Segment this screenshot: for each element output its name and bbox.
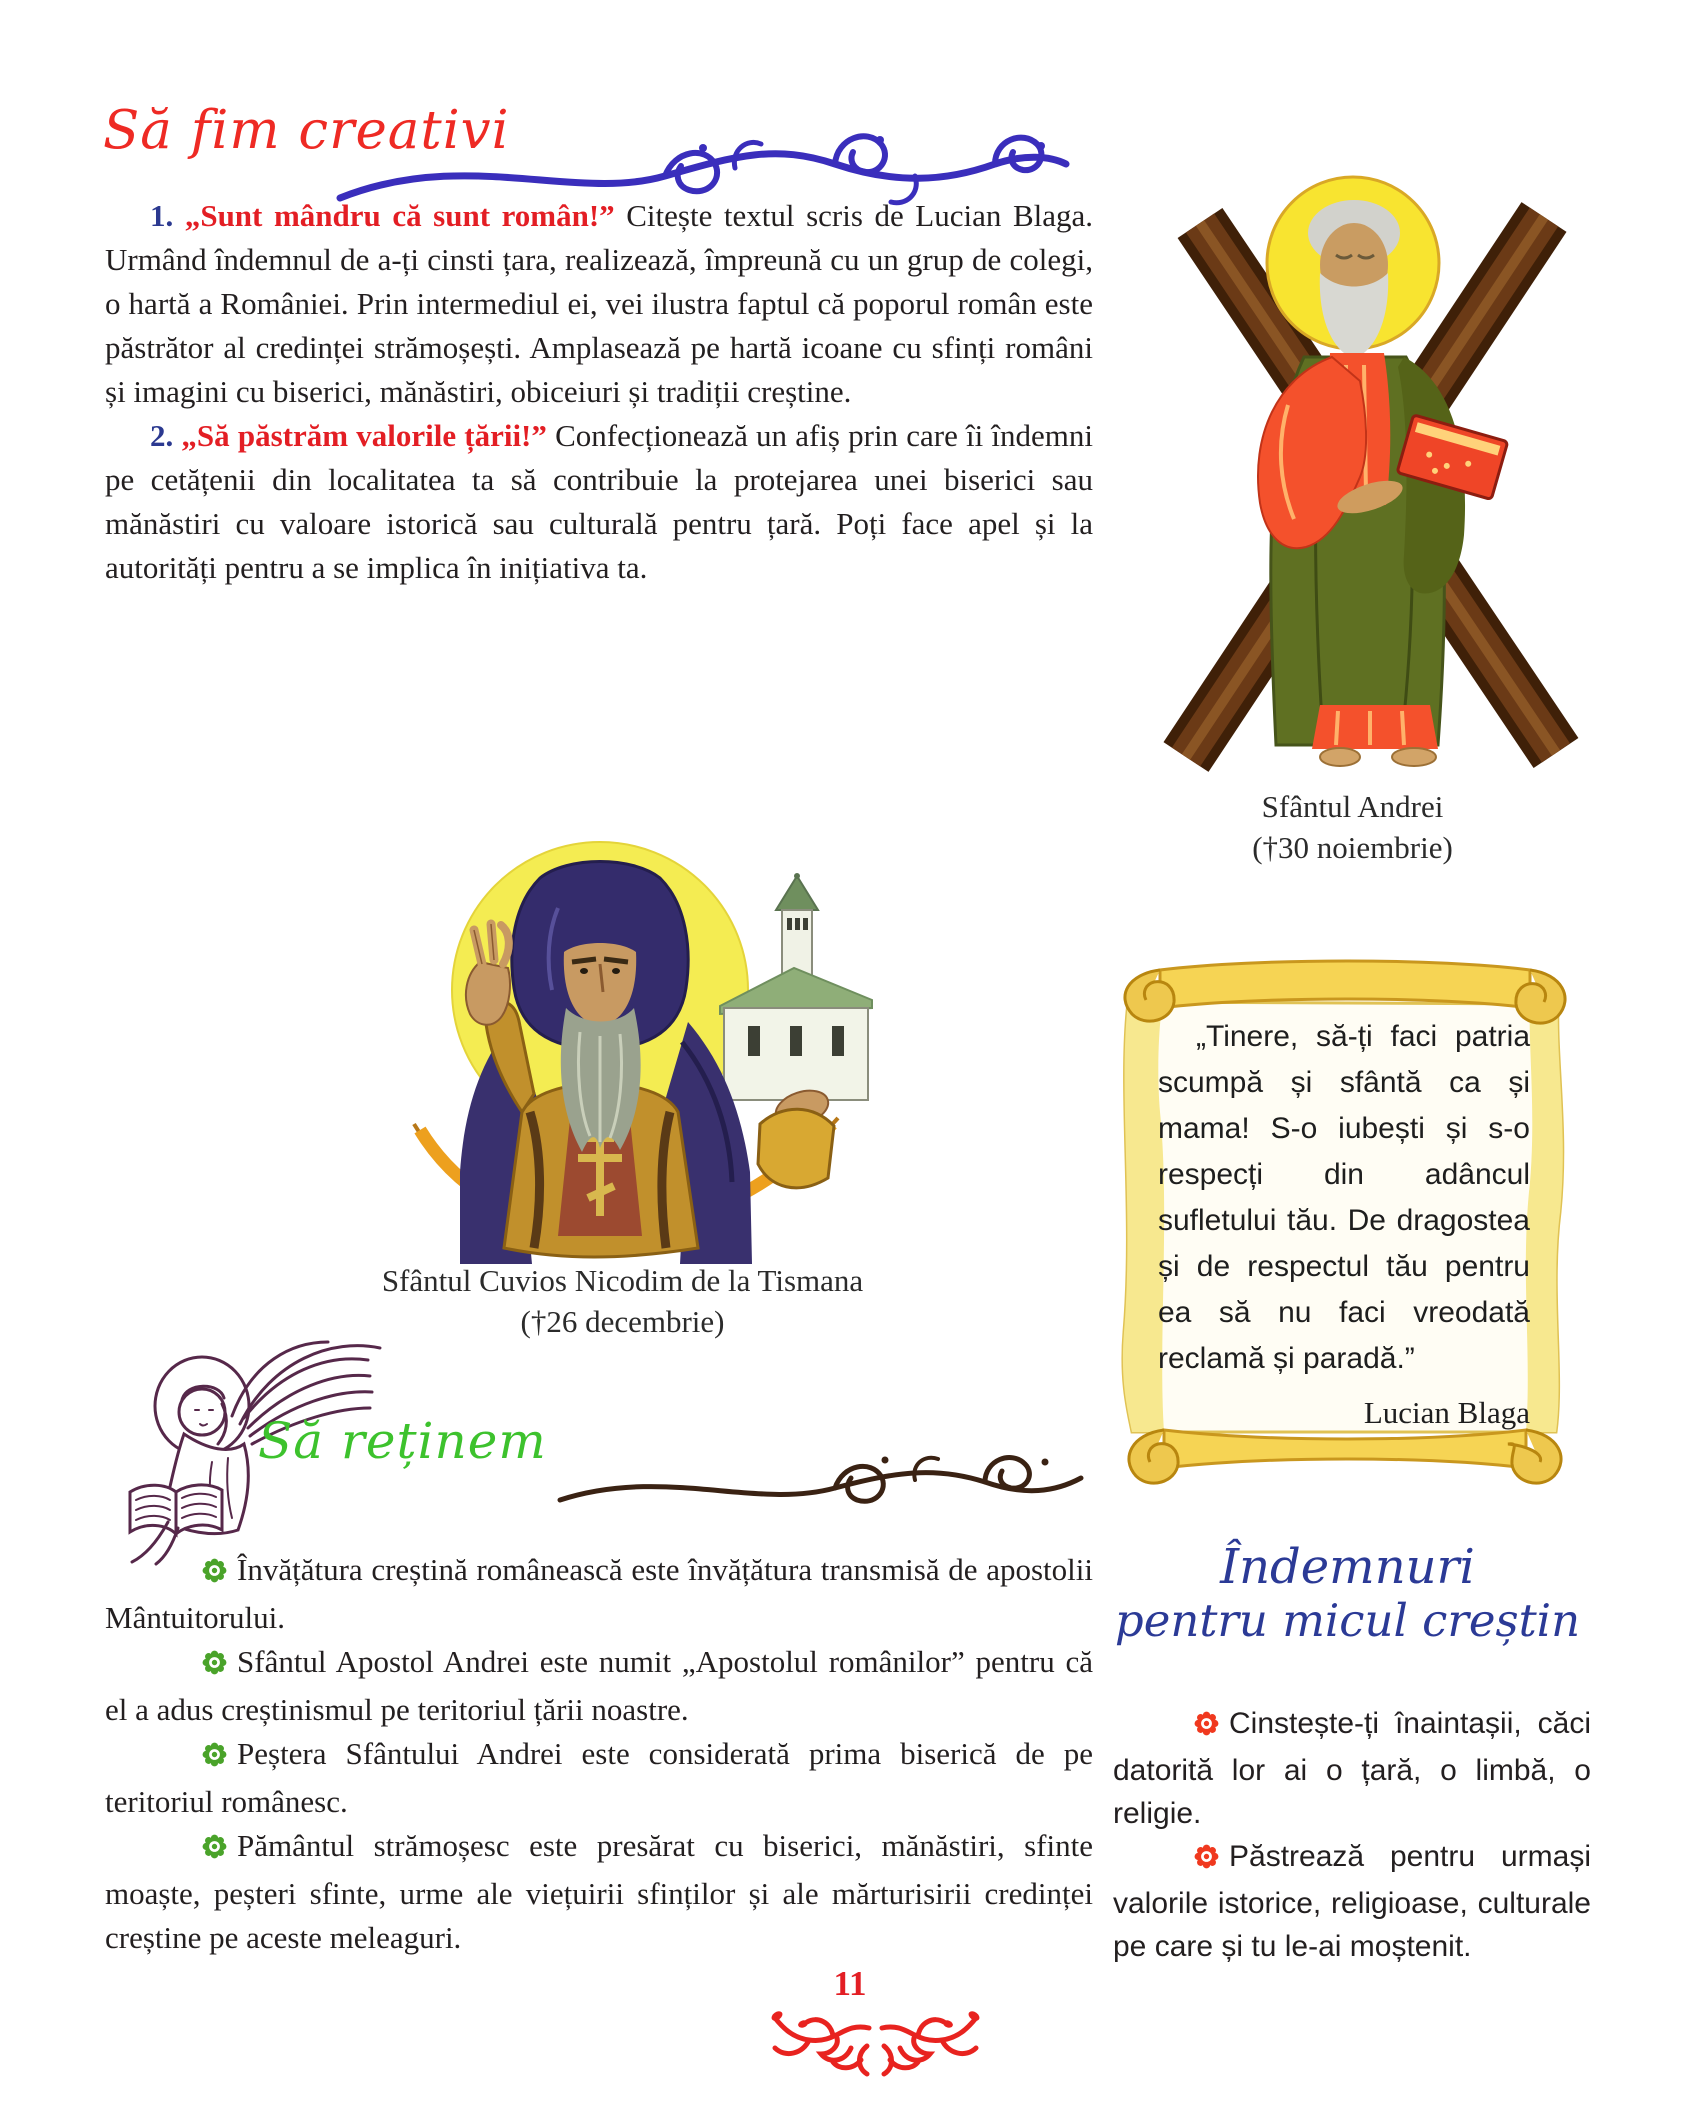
section-heading-advice: [1100, 1540, 1595, 1647]
page-ornament-icon: [763, 2002, 988, 2097]
quote-author: Lucian Blaga: [1363, 1395, 1530, 1430]
quote-scroll: [1098, 912, 1590, 1504]
quote-text: „Tinere, să-ți faci patria scumpă și sfântă ca și mama! S-o iubești și s-o respecți din adâncul sufletului tău. De dragostea și de respectul tău pentru ea să nu faci vreodată reclamă și paradă.”: [1158, 1020, 1530, 1375]
list-item: [1113, 1702, 1591, 1835]
task-number: 2.: [150, 418, 174, 453]
flourish-divider-brown-icon: [555, 1438, 1085, 1523]
list-item-text: Învățătura creștină românească este învățătura transmisă de apostolii Mântuitorului.: [105, 1552, 1093, 1635]
gear-bullet-icon: [153, 1736, 228, 1780]
task-body: Confecționează un afiș prin care îi îndemni pe cetățenii din localitatea ta să contribuie la protejarea unei biserici sau mănăstiri cu valoare istorică sau culturală pentru țară. Poți face apel și la autorități pentru a se implica în inițiativa ta.: [105, 418, 1093, 585]
task-paragraph: [105, 414, 1093, 590]
gear-bullet-icon: [153, 1828, 228, 1872]
creative-tasks-text: [105, 194, 1093, 590]
gear-bullet-icon: [1153, 1706, 1220, 1749]
task-title: „Să păstrăm valorile țării!”: [181, 418, 547, 453]
remember-list: [105, 1548, 1093, 1960]
caption-date: (†30 noiembrie): [1252, 830, 1453, 865]
task-number: 1.: [150, 198, 174, 233]
list-item-text: Păstrează pentru urmași valorile istorice, religioase, culturale pe care și tu le-ai moștenit.: [1113, 1840, 1591, 1963]
saint-nicodim-image: [362, 812, 878, 1264]
gear-bullet-icon: [153, 1552, 228, 1596]
caption-saint-nicodim: [270, 1260, 975, 1342]
task-body: Citește textul scris de Lucian Blaga. Urmând îndemnul de a-ți cinsti țara, realizează, împreună cu un grup de colegi, o hartă a României. Prin intermediul ei, vei ilustra faptul că poporul român este păstrător al credinței strămoșești. Amplasează pe hartă icoane cu sfinți români și imagini cu biserici, mănăstiri, obiceiuri și tradiții creștine.: [105, 198, 1094, 409]
list-item-text: Peștera Sfântului Andrei este considerată prima biserică de pe teritoriul românesc.: [105, 1736, 1093, 1819]
gear-bullet-icon: [153, 1644, 228, 1688]
list-item-text: Sfântul Apostol Andrei este numit „Apostolul românilor” pentru că el a adus creștinismul pe teritoriul țării noastre.: [105, 1644, 1093, 1727]
caption-name: Sfântul Andrei: [1261, 789, 1444, 824]
caption-name: Sfântul Cuvios Nicodim de la Tismana: [381, 1263, 864, 1298]
caption-date: (†26 decembrie): [520, 1304, 725, 1339]
list-item: [105, 1548, 1093, 1640]
task-title: „Sunt mândru că sunt român!”: [184, 198, 615, 233]
advice-heading-line2: pentru micul creștin: [1114, 1594, 1581, 1648]
list-item: [105, 1640, 1093, 1732]
list-item-text: Cinstește-ți înaintașii, căci datorită lor ai o țară, o limbă, o religie.: [1113, 1707, 1591, 1830]
list-item: [1113, 1835, 1591, 1968]
list-item: [105, 1732, 1093, 1824]
advice-list: [1113, 1702, 1591, 1968]
task-paragraph: [105, 194, 1093, 414]
quote-text-block: [1158, 1014, 1530, 1436]
caption-saint-andrew: [1105, 786, 1600, 868]
gear-bullet-icon: [1153, 1839, 1220, 1882]
saint-andrew-image: [1108, 105, 1600, 777]
advice-heading-line1: Îndemnuri: [1220, 1539, 1475, 1595]
list-item-text: Pământul strămoșesc este presărat cu biserici, mănăstiri, sfinte moaște, peșteri sfinte, urme ale viețuirii sfinților și ale mărturisirii credinței creștine pe aceste meleaguri.: [105, 1828, 1093, 1955]
page-number: 11: [833, 1964, 867, 2003]
section-heading-creative: Să fim creativi: [103, 100, 510, 161]
list-item: [105, 1824, 1093, 1960]
section-heading-remember: Să reținem: [258, 1412, 547, 1470]
